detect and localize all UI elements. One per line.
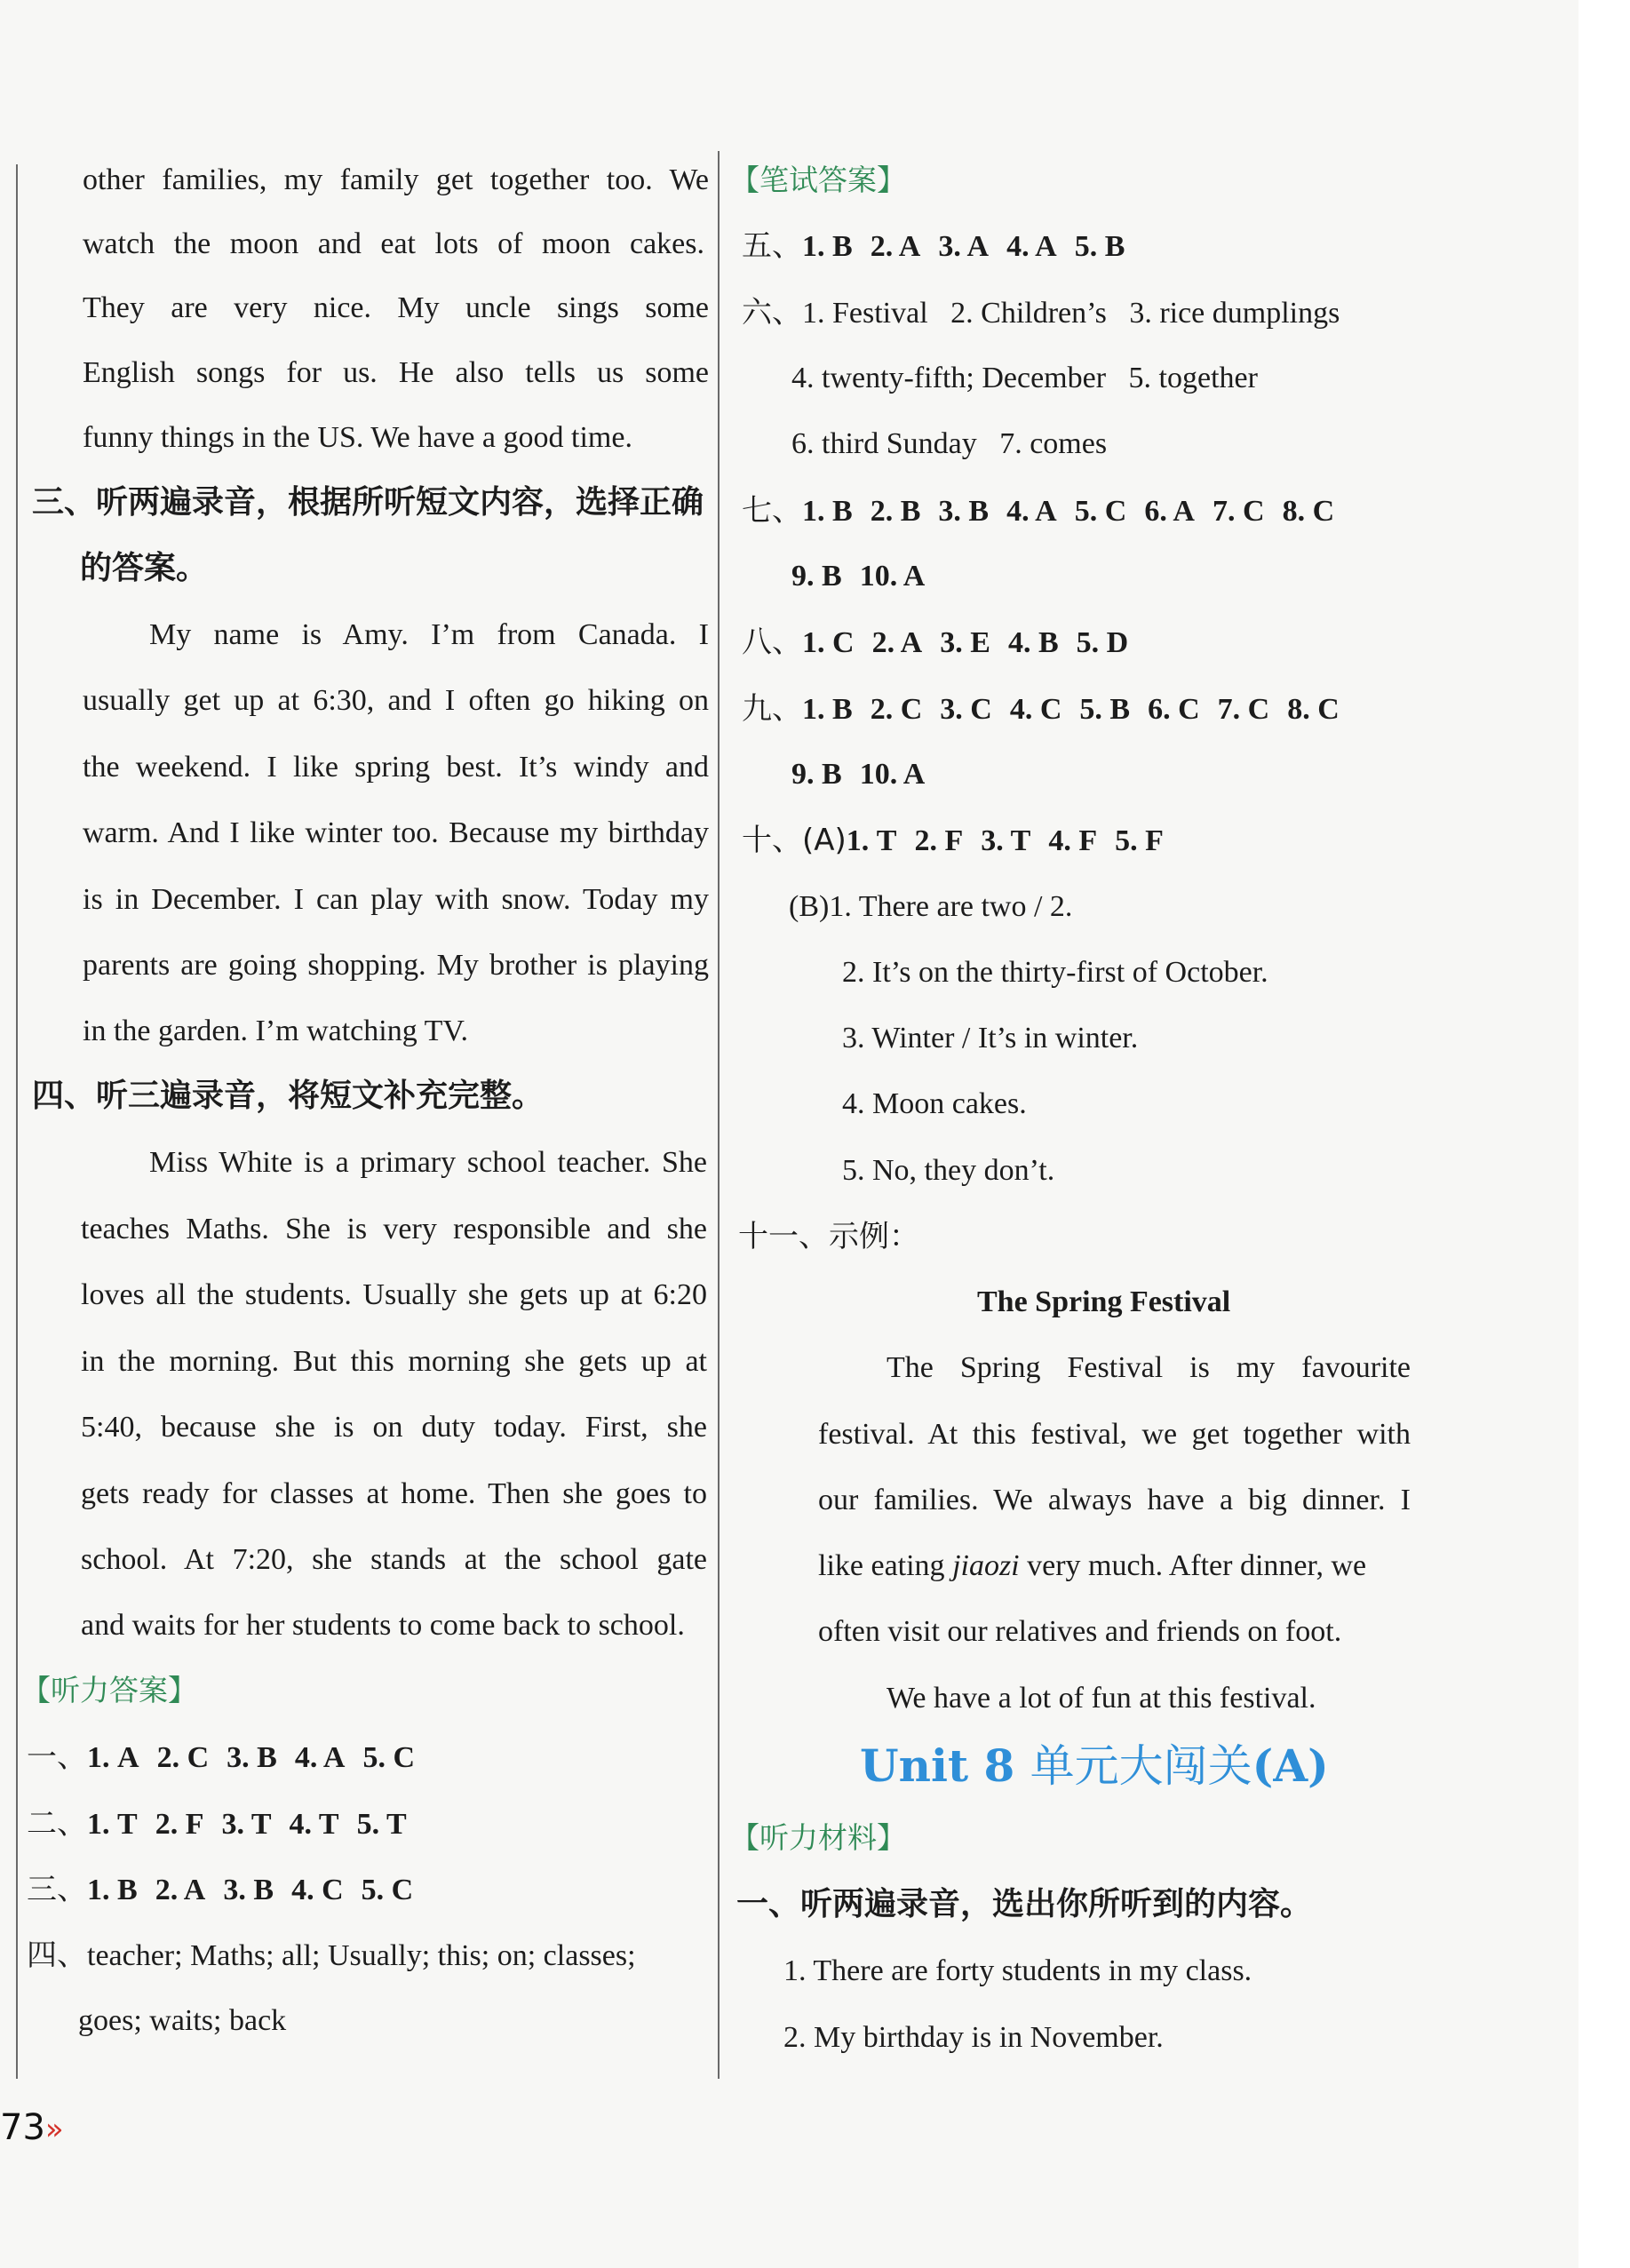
answer-row-2: 二、1. T 2. F 3. T 4. T 5. T: [27, 1806, 407, 1842]
passage-line: loves all the students. Usually she gets up at 6:20: [81, 1278, 707, 1311]
passage-line: in the garden. I’m watching TV.: [83, 1015, 469, 1047]
answer-row-10b-item: 4. Moon cakes.: [842, 1087, 1027, 1120]
passage-line: and waits for her students to come back to school.: [81, 1609, 685, 1642]
answer-row-7: 七、1. B 2. B 3. B 4. A 5. C 6. A 7. C 8. C: [742, 493, 1335, 529]
passage-line: watch the moon and eat lots of moon cakes.: [83, 227, 704, 260]
section-3-heading-cont: 的答案。: [80, 550, 209, 586]
answer-row-4-cont: goes; waits; back: [78, 2004, 287, 2037]
listening-item: 2. My birthday is in November.: [783, 2021, 1164, 2054]
double-chevron-icon: »: [44, 2112, 64, 2147]
passage-line: the weekend. I like spring best. It’s windy and: [83, 751, 709, 784]
passage-line: parents are going shopping. My brother is playing: [83, 949, 709, 982]
essay-line: festival. At this festival, we get together with: [818, 1418, 1411, 1451]
passage-line: English songs for us. He also tells us some: [83, 356, 709, 389]
page-number: 73»: [0, 2107, 64, 2148]
essay-line: our families. We always have a big dinner. I: [818, 1484, 1411, 1516]
unit-section-1-heading: 一、听两遍录音，选出你所听到的内容。: [736, 1886, 1313, 1922]
answer-row-7-cont: 9. B 10. A: [791, 560, 926, 593]
left-margin-rule: [16, 164, 18, 2079]
essay-line: like eating jiaozi very much. After dinner, we: [818, 1549, 1367, 1582]
essay-line: The Spring Festival is my favourite: [887, 1351, 1411, 1384]
essay-line: We have a lot of fun at this festival.: [887, 1682, 1316, 1715]
passage-line: warm. And I like winter too. Because my birthday: [83, 816, 709, 849]
listening-answers-title: 【听力答案】: [21, 1673, 197, 1707]
answer-row-6-cont: 6. third Sunday 7. comes: [791, 427, 1108, 460]
answer-row-9-cont: 9. B 10. A: [791, 758, 926, 791]
passage-line: in the morning. But this morning she gets up at: [81, 1345, 707, 1378]
written-answers-title: 【笔试答案】: [730, 163, 906, 197]
passage-line: usually get up at 6:30, and I often go hiking on: [83, 684, 709, 717]
essay-title: The Spring Festival: [977, 1285, 1231, 1318]
answer-row-6: 六、1. Festival 2. Children’s 3. rice dumplings: [742, 295, 1340, 330]
passage-line: Miss White is a primary school teacher. She: [149, 1146, 707, 1179]
passage-line: 5:40, because she is on duty today. First, she: [81, 1411, 707, 1444]
section-3-heading: 三、听两遍录音，根据所听短文内容，选择正确: [32, 484, 704, 521]
answer-row-1: 一、1. A 2. C 3. B 4. A 5. C: [27, 1739, 416, 1775]
passage-line: My name is Amy. I’m from Canada. I: [149, 618, 709, 651]
answer-row-8: 八、1. C 2. A 3. E 4. B 5. D: [742, 625, 1129, 660]
passage-line: other families, my family get together too. We: [83, 163, 709, 196]
section-4-heading: 四、听三遍录音，将短文补充完整。: [32, 1078, 545, 1114]
passage-line: teaches Maths. She is very responsible and she: [81, 1213, 707, 1245]
answer-row-3: 三、1. B 2. A 3. B 4. C 5. C: [27, 1872, 414, 1907]
answer-row-10b-item: 5. No, they don’t.: [842, 1154, 1055, 1187]
answer-row-6-cont: 4. twenty-fifth; December 5. together: [791, 362, 1258, 394]
answer-row-4: 四、teacher; Maths; all; Usually; this; on; classes;: [27, 1939, 636, 1972]
answer-row-5: 五、1. B 2. A 3. A 4. A 5. B: [742, 228, 1125, 264]
answer-row-11: 十一、示例：: [738, 1219, 919, 1254]
answer-row-10b-item: 3. Winter / It’s in winter.: [842, 1022, 1139, 1054]
passage-line: gets ready for classes at home. Then she goes to: [81, 1477, 707, 1510]
page-edge: [1578, 0, 1630, 2268]
essay-line: often visit our relatives and friends on foot.: [818, 1615, 1342, 1648]
passage-line: They are very nice. My uncle sings some: [83, 291, 709, 324]
column-divider: [718, 151, 720, 2079]
unit-title: Unit 8 单元大闯关(A): [860, 1739, 1329, 1792]
passage-line: school. At 7:20, she stands at the school gate: [81, 1543, 707, 1576]
listening-material-title: 【听力材料】: [730, 1820, 906, 1855]
passage-line: funny things in the US. We have a good time.: [83, 421, 632, 454]
listening-item: 1. There are forty students in my class.: [783, 1954, 1252, 1987]
answer-row-10b: (B)1. There are two / 2.: [789, 890, 1073, 923]
answer-row-10a: 十、(A)1. T 2. F 3. T 4. F 5. F: [742, 823, 1164, 858]
passage-line: is in December. I can play with snow. Today my: [83, 883, 709, 916]
answer-row-9: 九、1. B 2. C 3. C 4. C 5. B 6. C 7. C 8. C: [742, 691, 1340, 727]
answer-row-10b-item: 2. It’s on the thirty-first of October.: [842, 956, 1268, 989]
